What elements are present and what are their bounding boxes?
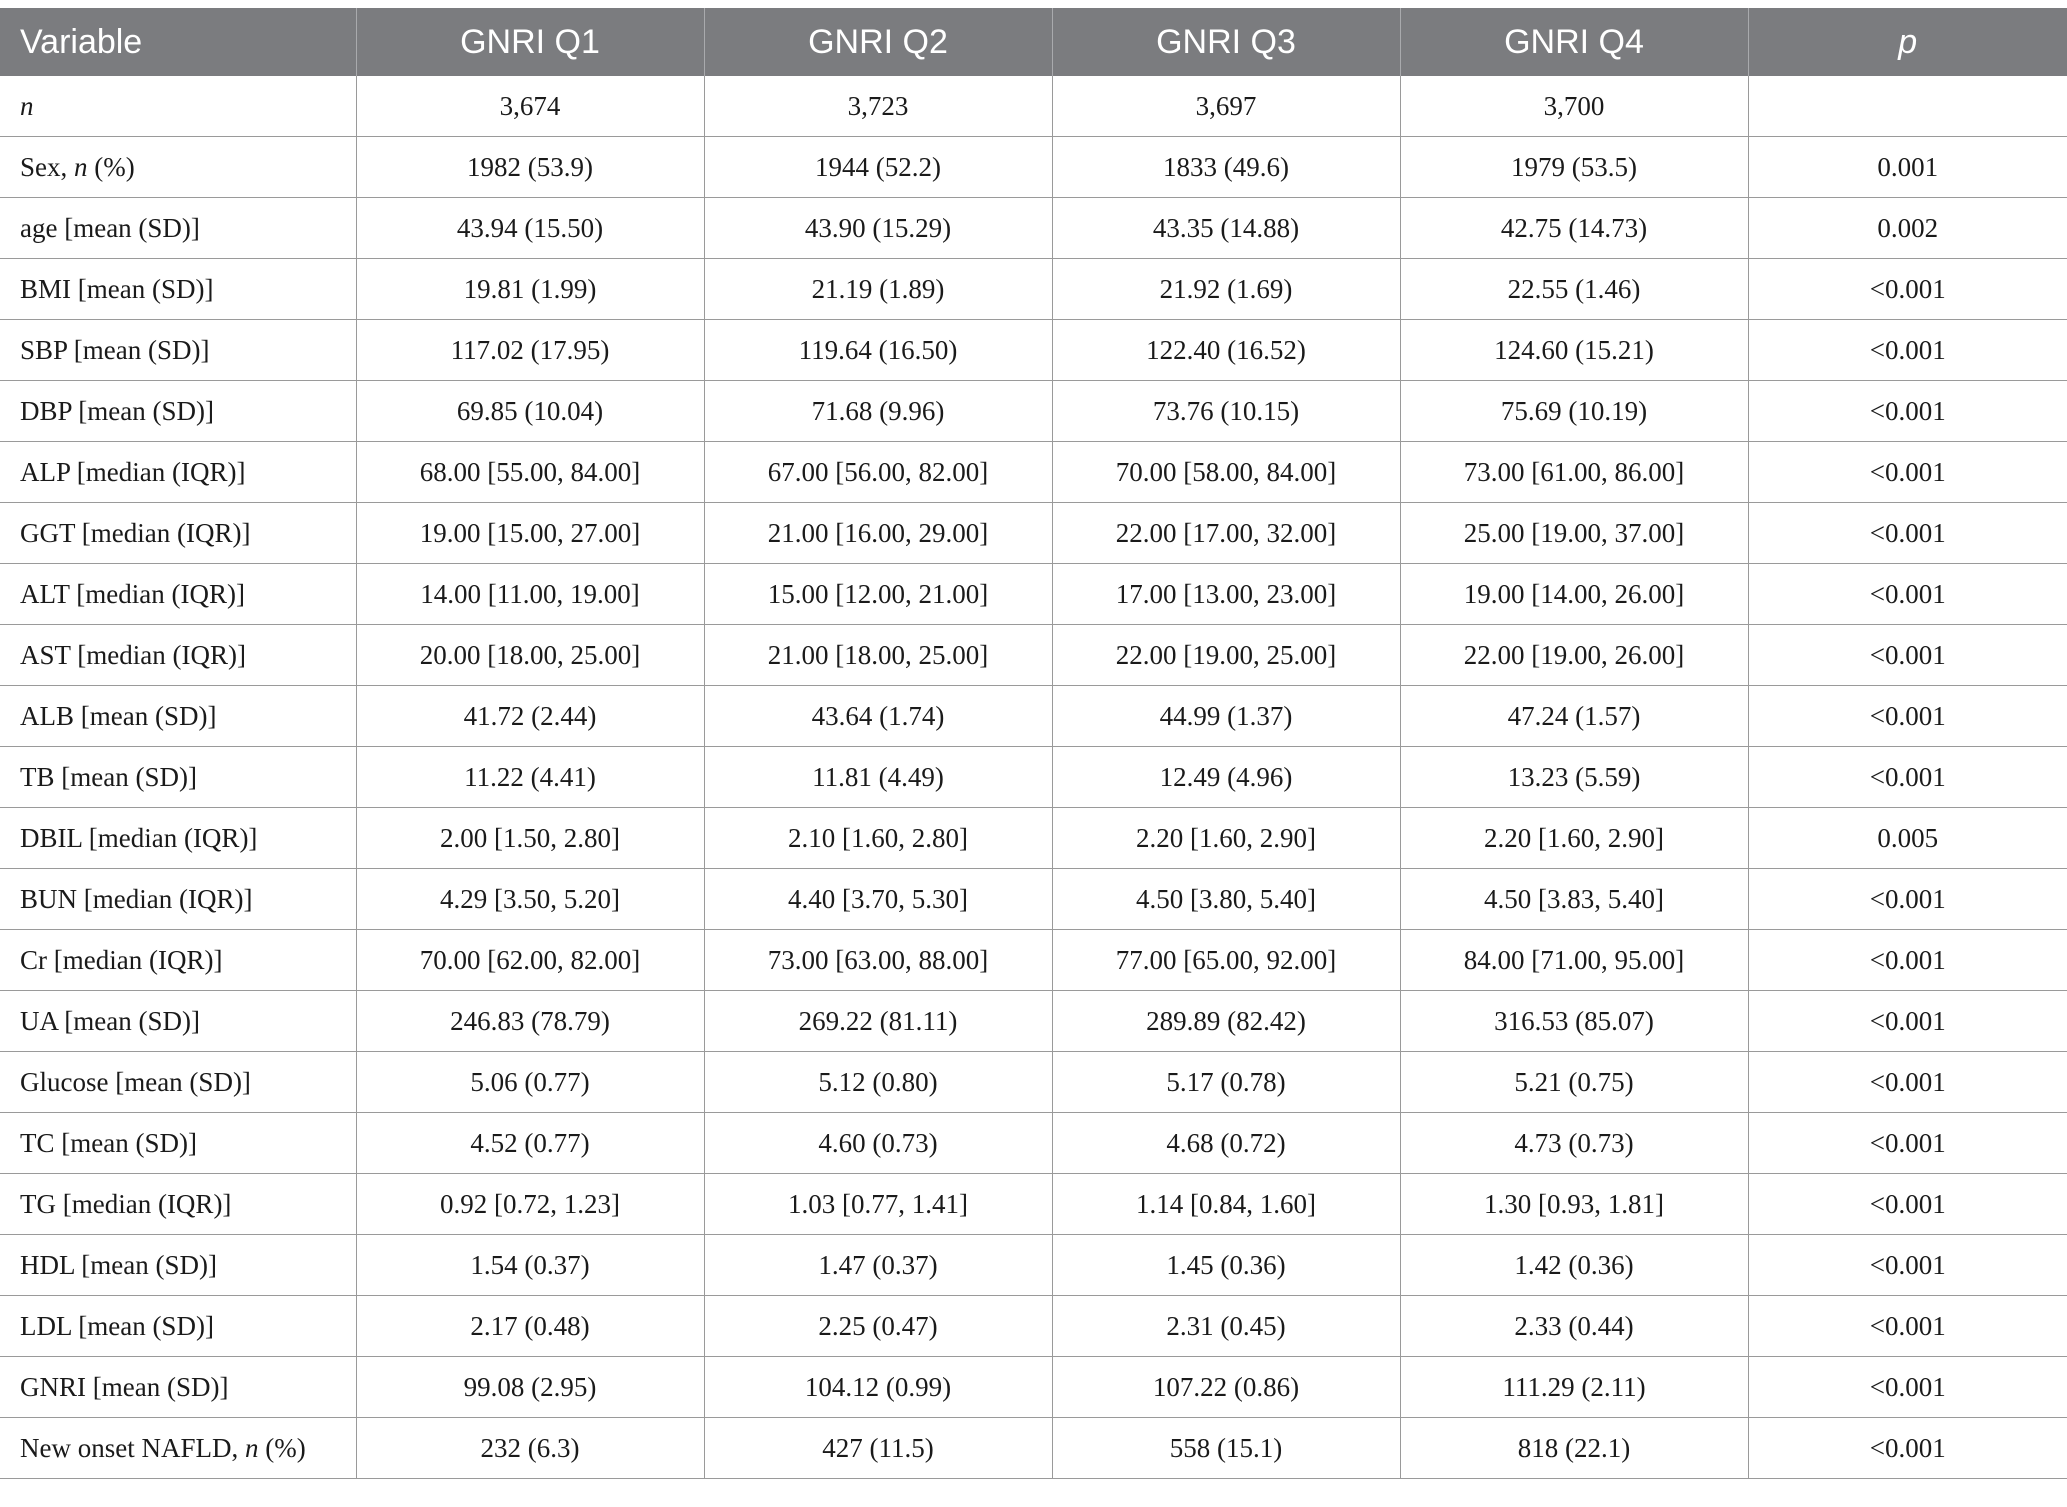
variable-label: ALB [mean (SD)] xyxy=(20,700,217,731)
gnri-q2-cell: 73.00 [63.00, 88.00] xyxy=(704,930,1052,991)
gnri-q3-cell: 77.00 [65.00, 92.00] xyxy=(1052,930,1400,991)
variable-label: TB [mean (SD)] xyxy=(20,761,197,792)
gnri-q1-cell: 19.81 (1.99) xyxy=(356,259,704,320)
gnri-q4-cell: 25.00 [19.00, 37.00] xyxy=(1400,503,1748,564)
gnri-q2-cell: 71.68 (9.96) xyxy=(704,381,1052,442)
gnri-q1-cell: 4.52 (0.77) xyxy=(356,1113,704,1174)
variable-cell xyxy=(0,1357,356,1418)
gnri-q1-cell: 4.29 [3.50, 5.20] xyxy=(356,869,704,930)
gnri-q4-cell: 22.00 [19.00, 26.00] xyxy=(1400,625,1748,686)
gnri-q3-cell: 17.00 [13.00, 23.00] xyxy=(1052,564,1400,625)
variable-label: AST [median (IQR)] xyxy=(20,639,246,670)
p-value-cell: <0.001 xyxy=(1748,930,2067,991)
gnri-q4-cell: 316.53 (85.07) xyxy=(1400,991,1748,1052)
variable-italic: n xyxy=(244,1432,259,1463)
variable-cell xyxy=(0,1296,356,1357)
table-row xyxy=(0,1174,2067,1235)
p-value-cell: <0.001 xyxy=(1748,442,2067,503)
variable-label: DBIL [median (IQR)] xyxy=(20,822,258,853)
gnri-q2-cell: 43.90 (15.29) xyxy=(704,198,1052,259)
p-value-cell xyxy=(1748,76,2067,137)
variable-label: HDL [mean (SD)] xyxy=(20,1249,217,1280)
gnri-q3-cell: 73.76 (10.15) xyxy=(1052,381,1400,442)
table-row xyxy=(0,1052,2067,1113)
gnri-q4-cell: 22.55 (1.46) xyxy=(1400,259,1748,320)
gnri-q4-cell: 84.00 [71.00, 95.00] xyxy=(1400,930,1748,991)
gnri-q2-cell: 2.10 [1.60, 2.80] xyxy=(704,808,1052,869)
table-row xyxy=(0,1235,2067,1296)
gnri-q2-cell: 21.19 (1.89) xyxy=(704,259,1052,320)
variable-label: BMI [mean (SD)] xyxy=(20,273,214,304)
variable-italic: n xyxy=(74,151,88,182)
variable-label: Sex, xyxy=(20,151,74,182)
table-row xyxy=(0,747,2067,808)
gnri-q3-cell: 43.35 (14.88) xyxy=(1052,198,1400,259)
variable-label: age [mean (SD)] xyxy=(20,212,200,243)
variable-cell xyxy=(0,381,356,442)
gnri-q3-cell: 21.92 (1.69) xyxy=(1052,259,1400,320)
gnri-q2-cell: 3,723 xyxy=(704,76,1052,137)
p-value-cell: 0.005 xyxy=(1748,808,2067,869)
gnri-q4-cell: 47.24 (1.57) xyxy=(1400,686,1748,747)
gnri-quartile-table xyxy=(0,8,2067,1479)
p-value-cell: <0.001 xyxy=(1748,747,2067,808)
gnri-q4-cell: 111.29 (2.11) xyxy=(1400,1357,1748,1418)
variable-cell xyxy=(0,747,356,808)
header-row xyxy=(0,8,2067,76)
gnri-q2-cell: 1.03 [0.77, 1.41] xyxy=(704,1174,1052,1235)
header-gnri-q1: GNRI Q1 xyxy=(356,8,704,76)
variable-cell xyxy=(0,991,356,1052)
gnri-q4-cell: 1979 (53.5) xyxy=(1400,137,1748,198)
gnri-q2-cell: 21.00 [16.00, 29.00] xyxy=(704,503,1052,564)
gnri-q4-cell: 5.21 (0.75) xyxy=(1400,1052,1748,1113)
header-gnri-q3: GNRI Q3 xyxy=(1052,8,1400,76)
table-row xyxy=(0,869,2067,930)
variable-cell xyxy=(0,503,356,564)
gnri-q1-cell: 11.22 (4.41) xyxy=(356,747,704,808)
gnri-q3-cell: 107.22 (0.86) xyxy=(1052,1357,1400,1418)
variable-label: TG [median (IQR)] xyxy=(20,1188,232,1219)
table-container xyxy=(0,8,2067,1479)
gnri-q4-cell: 19.00 [14.00, 26.00] xyxy=(1400,564,1748,625)
gnri-q3-cell: 4.50 [3.80, 5.40] xyxy=(1052,869,1400,930)
p-value-cell: 0.001 xyxy=(1748,137,2067,198)
variable-suffix: (%) xyxy=(258,1432,306,1463)
gnri-q3-cell: 22.00 [17.00, 32.00] xyxy=(1052,503,1400,564)
variable-cell xyxy=(0,137,356,198)
gnri-q1-cell: 43.94 (15.50) xyxy=(356,198,704,259)
table-row xyxy=(0,381,2067,442)
gnri-q4-cell: 73.00 [61.00, 86.00] xyxy=(1400,442,1748,503)
gnri-q4-cell: 1.30 [0.93, 1.81] xyxy=(1400,1174,1748,1235)
gnri-q1-cell: 70.00 [62.00, 82.00] xyxy=(356,930,704,991)
gnri-q2-cell: 104.12 (0.99) xyxy=(704,1357,1052,1418)
p-value-cell: <0.001 xyxy=(1748,869,2067,930)
gnri-q2-cell: 15.00 [12.00, 21.00] xyxy=(704,564,1052,625)
p-value-cell: <0.001 xyxy=(1748,1174,2067,1235)
gnri-q1-cell: 117.02 (17.95) xyxy=(356,320,704,381)
p-value-cell: <0.001 xyxy=(1748,1357,2067,1418)
gnri-q4-cell: 1.42 (0.36) xyxy=(1400,1235,1748,1296)
p-value-cell: <0.001 xyxy=(1748,259,2067,320)
table-row xyxy=(0,930,2067,991)
table-body xyxy=(0,76,2067,1479)
gnri-q3-cell: 2.31 (0.45) xyxy=(1052,1296,1400,1357)
variable-cell xyxy=(0,564,356,625)
variable-cell xyxy=(0,1235,356,1296)
variable-cell xyxy=(0,869,356,930)
gnri-q1-cell: 68.00 [55.00, 84.00] xyxy=(356,442,704,503)
variable-cell xyxy=(0,1418,356,1479)
gnri-q2-cell: 11.81 (4.49) xyxy=(704,747,1052,808)
table-row xyxy=(0,1357,2067,1418)
gnri-q1-cell: 99.08 (2.95) xyxy=(356,1357,704,1418)
table-row xyxy=(0,503,2067,564)
gnri-q2-cell: 43.64 (1.74) xyxy=(704,686,1052,747)
gnri-q3-cell: 2.20 [1.60, 2.90] xyxy=(1052,808,1400,869)
gnri-q3-cell: 1.45 (0.36) xyxy=(1052,1235,1400,1296)
variable-label: SBP [mean (SD)] xyxy=(20,334,210,365)
gnri-q3-cell: 44.99 (1.37) xyxy=(1052,686,1400,747)
gnri-q2-cell: 119.64 (16.50) xyxy=(704,320,1052,381)
table-row xyxy=(0,1113,2067,1174)
gnri-q3-cell: 70.00 [58.00, 84.00] xyxy=(1052,442,1400,503)
p-value-cell: <0.001 xyxy=(1748,1235,2067,1296)
p-value-cell: <0.001 xyxy=(1748,625,2067,686)
gnri-q2-cell: 427 (11.5) xyxy=(704,1418,1052,1479)
gnri-q3-cell: 5.17 (0.78) xyxy=(1052,1052,1400,1113)
variable-label: ALT [median (IQR)] xyxy=(20,578,245,609)
gnri-q4-cell: 3,700 xyxy=(1400,76,1748,137)
gnri-q1-cell: 1.54 (0.37) xyxy=(356,1235,704,1296)
p-value-cell: 0.002 xyxy=(1748,198,2067,259)
p-value-cell: <0.001 xyxy=(1748,1052,2067,1113)
header-variable: Variable xyxy=(0,8,356,76)
variable-cell xyxy=(0,442,356,503)
gnri-q1-cell: 0.92 [0.72, 1.23] xyxy=(356,1174,704,1235)
gnri-q1-cell: 41.72 (2.44) xyxy=(356,686,704,747)
gnri-q1-cell: 1982 (53.9) xyxy=(356,137,704,198)
table-row xyxy=(0,198,2067,259)
variable-label: BUN [median (IQR)] xyxy=(20,883,253,914)
gnri-q4-cell: 4.50 [3.83, 5.40] xyxy=(1400,869,1748,930)
gnri-q3-cell: 22.00 [19.00, 25.00] xyxy=(1052,625,1400,686)
gnri-q4-cell: 818 (22.1) xyxy=(1400,1418,1748,1479)
variable-cell xyxy=(0,259,356,320)
gnri-q3-cell: 12.49 (4.96) xyxy=(1052,747,1400,808)
variable-label: New onset NAFLD, xyxy=(20,1432,245,1463)
table-row xyxy=(0,76,2067,137)
variable-cell xyxy=(0,1113,356,1174)
variable-italic: n xyxy=(20,90,34,121)
gnri-q2-cell: 2.25 (0.47) xyxy=(704,1296,1052,1357)
variable-cell xyxy=(0,198,356,259)
gnri-q4-cell: 75.69 (10.19) xyxy=(1400,381,1748,442)
table-row xyxy=(0,564,2067,625)
gnri-q1-cell: 246.83 (78.79) xyxy=(356,991,704,1052)
gnri-q1-cell: 3,674 xyxy=(356,76,704,137)
header-p-value: p xyxy=(1748,8,2067,76)
gnri-q2-cell: 4.60 (0.73) xyxy=(704,1113,1052,1174)
variable-cell xyxy=(0,320,356,381)
p-value-cell: <0.001 xyxy=(1748,381,2067,442)
table-row xyxy=(0,259,2067,320)
gnri-q3-cell: 3,697 xyxy=(1052,76,1400,137)
gnri-q1-cell: 69.85 (10.04) xyxy=(356,381,704,442)
p-value-cell: <0.001 xyxy=(1748,1113,2067,1174)
variable-label: DBP [mean (SD)] xyxy=(20,395,214,426)
header-gnri-q4: GNRI Q4 xyxy=(1400,8,1748,76)
variable-cell xyxy=(0,76,356,137)
gnri-q1-cell: 2.17 (0.48) xyxy=(356,1296,704,1357)
gnri-q4-cell: 124.60 (15.21) xyxy=(1400,320,1748,381)
table-row xyxy=(0,686,2067,747)
p-value-cell: <0.001 xyxy=(1748,1296,2067,1357)
variable-cell xyxy=(0,686,356,747)
p-value-cell: <0.001 xyxy=(1748,564,2067,625)
variable-cell xyxy=(0,808,356,869)
gnri-q1-cell: 19.00 [15.00, 27.00] xyxy=(356,503,704,564)
p-value-cell: <0.001 xyxy=(1748,1418,2067,1479)
variable-label: GGT [median (IQR)] xyxy=(20,517,251,548)
gnri-q2-cell: 4.40 [3.70, 5.30] xyxy=(704,869,1052,930)
gnri-q4-cell: 42.75 (14.73) xyxy=(1400,198,1748,259)
gnri-q3-cell: 122.40 (16.52) xyxy=(1052,320,1400,381)
table-row xyxy=(0,1296,2067,1357)
gnri-q2-cell: 21.00 [18.00, 25.00] xyxy=(704,625,1052,686)
gnri-q2-cell: 1944 (52.2) xyxy=(704,137,1052,198)
variable-label: Cr [median (IQR)] xyxy=(20,944,223,975)
variable-label: GNRI [mean (SD)] xyxy=(20,1371,229,1402)
p-value-cell: <0.001 xyxy=(1748,503,2067,564)
gnri-q1-cell: 14.00 [11.00, 19.00] xyxy=(356,564,704,625)
table-row xyxy=(0,320,2067,381)
gnri-q3-cell: 558 (15.1) xyxy=(1052,1418,1400,1479)
gnri-q3-cell: 1833 (49.6) xyxy=(1052,137,1400,198)
gnri-q2-cell: 1.47 (0.37) xyxy=(704,1235,1052,1296)
p-value-cell: <0.001 xyxy=(1748,991,2067,1052)
table-row xyxy=(0,625,2067,686)
variable-cell xyxy=(0,1174,356,1235)
variable-suffix: (%) xyxy=(87,151,135,182)
table-row xyxy=(0,1418,2067,1479)
variable-label: TC [mean (SD)] xyxy=(20,1127,197,1158)
gnri-q4-cell: 2.20 [1.60, 2.90] xyxy=(1400,808,1748,869)
variable-label: UA [mean (SD)] xyxy=(20,1005,200,1036)
gnri-q1-cell: 5.06 (0.77) xyxy=(356,1052,704,1113)
table-row xyxy=(0,808,2067,869)
p-value-cell: <0.001 xyxy=(1748,686,2067,747)
variable-cell xyxy=(0,930,356,991)
gnri-q4-cell: 2.33 (0.44) xyxy=(1400,1296,1748,1357)
variable-cell xyxy=(0,1052,356,1113)
gnri-q3-cell: 1.14 [0.84, 1.60] xyxy=(1052,1174,1400,1235)
table-row xyxy=(0,442,2067,503)
table-row xyxy=(0,991,2067,1052)
variable-cell xyxy=(0,625,356,686)
p-value-cell: <0.001 xyxy=(1748,320,2067,381)
variable-label: Glucose [mean (SD)] xyxy=(20,1066,251,1097)
gnri-q4-cell: 13.23 (5.59) xyxy=(1400,747,1748,808)
gnri-q1-cell: 20.00 [18.00, 25.00] xyxy=(356,625,704,686)
gnri-q1-cell: 232 (6.3) xyxy=(356,1418,704,1479)
header-gnri-q2: GNRI Q2 xyxy=(704,8,1052,76)
gnri-q2-cell: 269.22 (81.11) xyxy=(704,991,1052,1052)
gnri-q4-cell: 4.73 (0.73) xyxy=(1400,1113,1748,1174)
gnri-q3-cell: 289.89 (82.42) xyxy=(1052,991,1400,1052)
gnri-q2-cell: 67.00 [56.00, 82.00] xyxy=(704,442,1052,503)
gnri-q3-cell: 4.68 (0.72) xyxy=(1052,1113,1400,1174)
gnri-q1-cell: 2.00 [1.50, 2.80] xyxy=(356,808,704,869)
table-row xyxy=(0,137,2067,198)
variable-label: LDL [mean (SD)] xyxy=(20,1310,214,1341)
variable-label: ALP [median (IQR)] xyxy=(20,456,246,487)
gnri-q2-cell: 5.12 (0.80) xyxy=(704,1052,1052,1113)
table-header xyxy=(0,8,2067,76)
